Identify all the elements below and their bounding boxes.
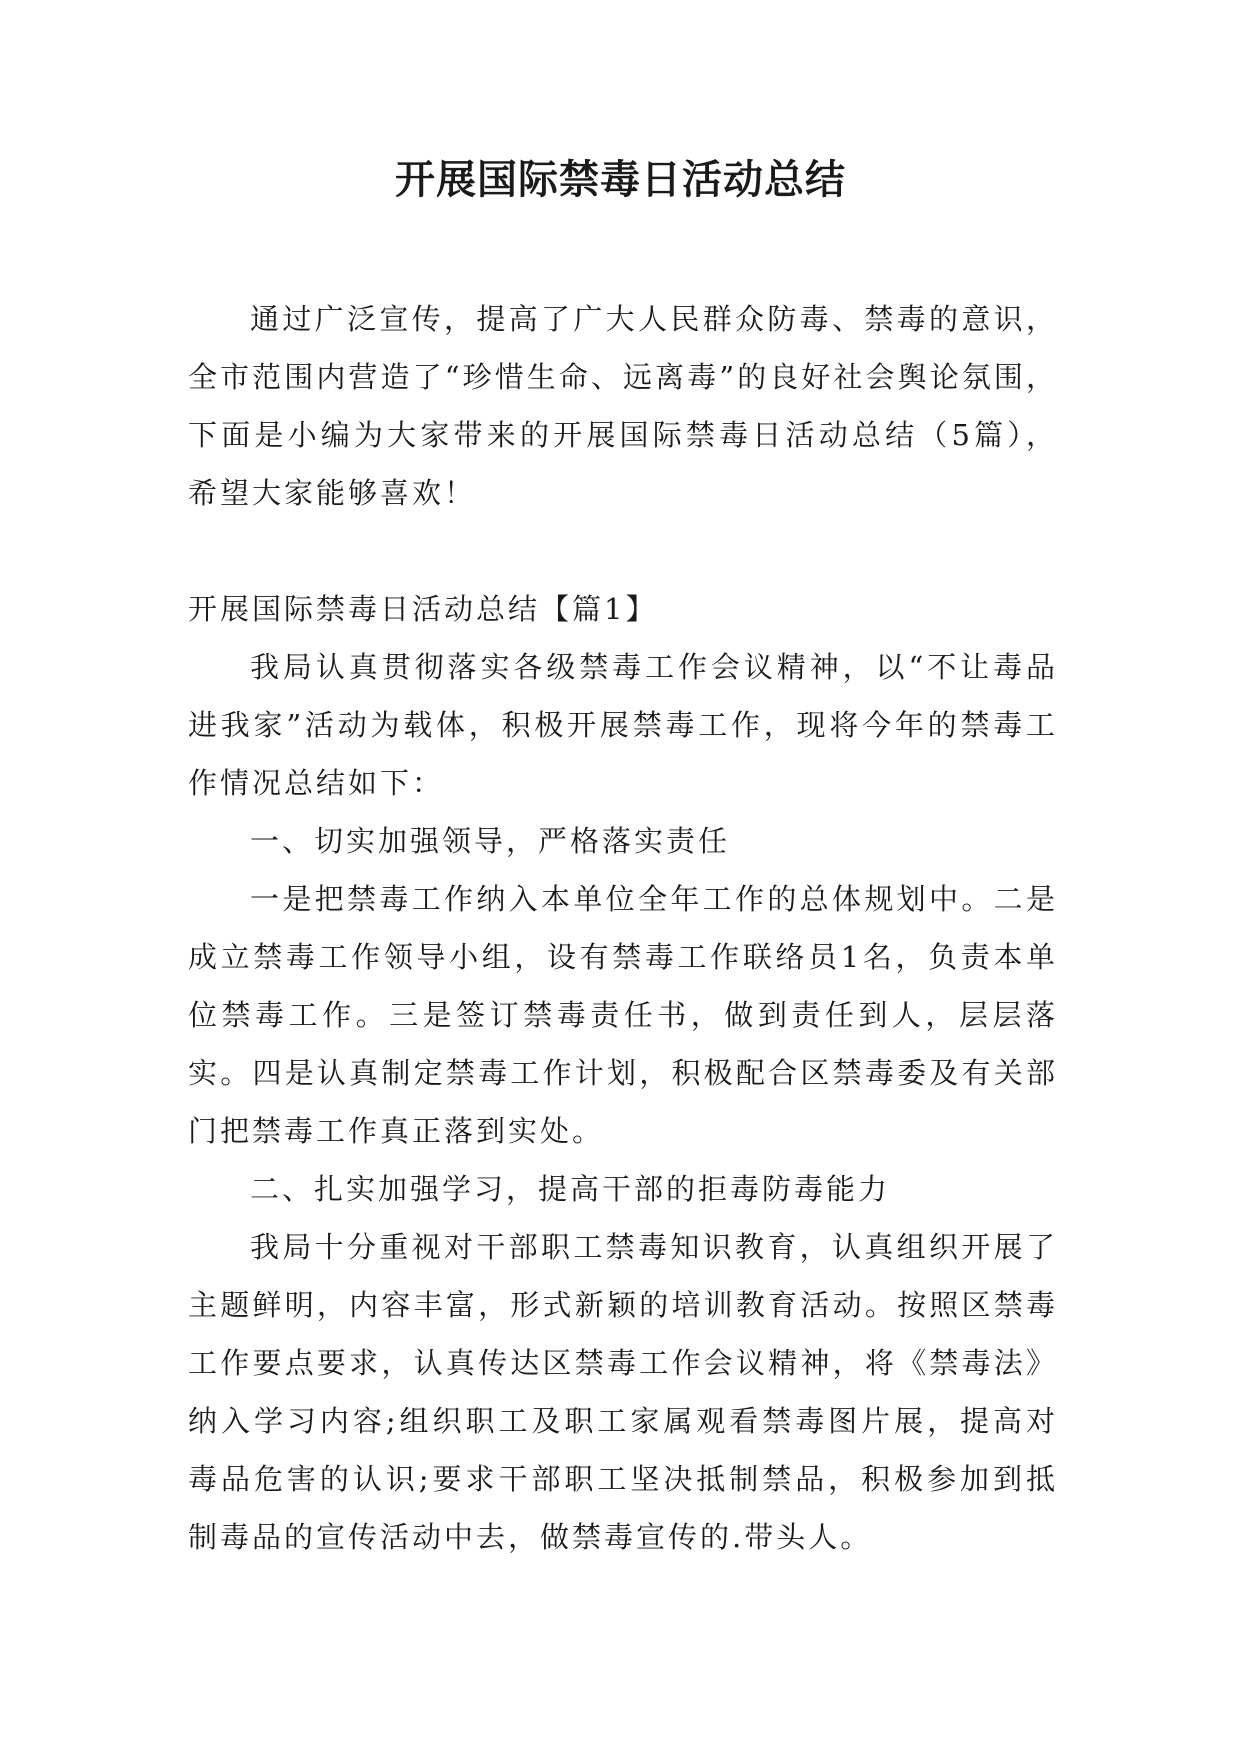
intro-paragraph: 通过广泛宣传，提高了广大人民群众防毒、禁毒的意识，全市范围内营造了“珍惜生命、远离毒”的良好社会舆论氛围，下面是小编为大家带来的开展国际禁毒日活动总结（5篇），希望大家能够喜欢！ [188, 302, 1058, 510]
page-title: 开展国际禁毒日活动总结 [395, 157, 846, 203]
subheading-2: 二、扎实加强学习，提高干部的拒毒防毒能力 [250, 1172, 891, 1206]
document-body [188, 290, 1058, 1566]
body-paragraph: 我局十分重视对干部职工禁毒知识教育，认真组织开展了主题鲜明，内容丰富，形式新颖的培训教育活动。按照区禁毒工作要点要求，认真传达区禁毒工作会议精神，将《禁毒法》纳入学习内容;组织职工及职工家属观看禁毒图片展，提高对毒品危害的认识;要求干部职工坚决抵制禁品，积极参加到抵制毒品的宣传活动中去，做禁毒宣传的.带头人。 [188, 1230, 1058, 1554]
section-heading: 开展国际禁毒日活动总结【篇1】 [188, 592, 658, 626]
body-paragraph: 我局认真贯彻落实各级禁毒工作会议精神，以“不让毒品进我家”活动为载体，积极开展禁毒工作，现将今年的禁毒工作情况总结如下： [188, 650, 1058, 800]
body-paragraph: 一是把禁毒工作纳入本单位全年工作的总体规划中。二是成立禁毒工作领导小组，设有禁毒工作联络员1名，负责本单位禁毒工作。三是签订禁毒责任书，做到责任到人，层层落实。四是认真制定禁毒工作计划，积极配合区禁毒委及有关部门把禁毒工作真正落到实处。 [188, 882, 1058, 1148]
subheading-1: 一、切实加强领导，严格落实责任 [250, 824, 731, 858]
paragraph-spacer [188, 522, 1058, 580]
